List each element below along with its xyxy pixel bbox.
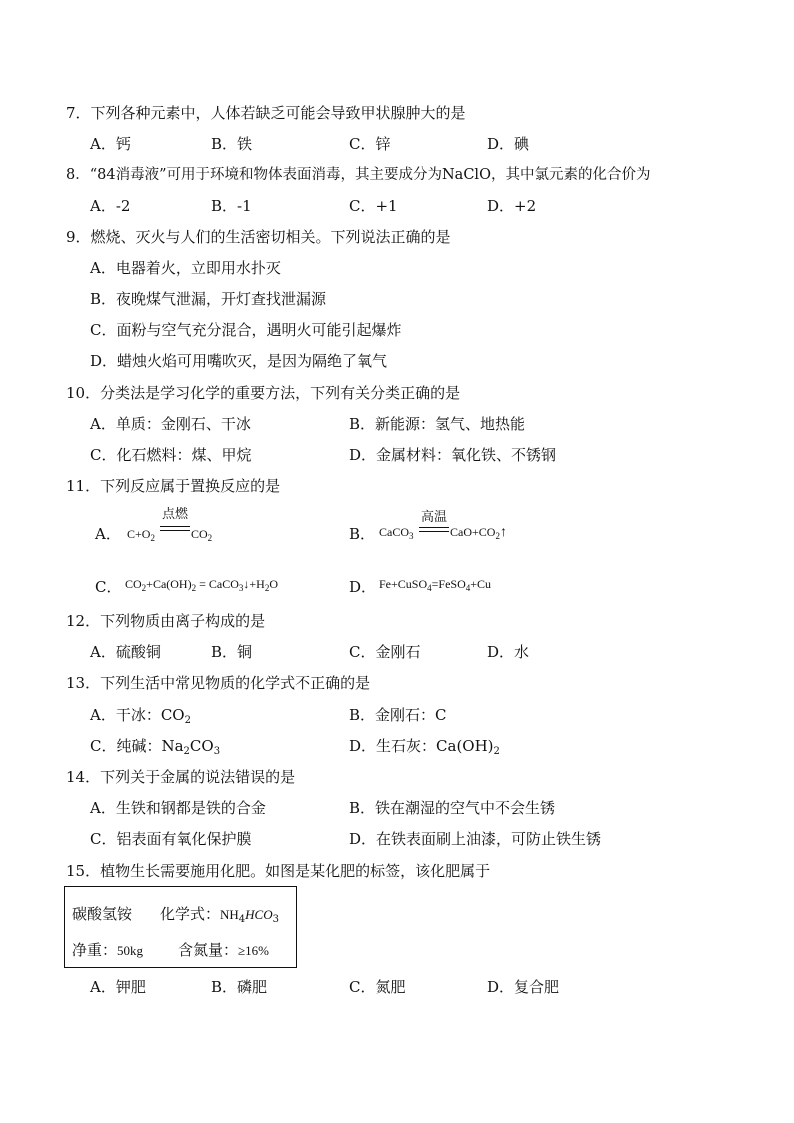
question-12-stem: 12．下列物质由离子构成的是 <box>66 612 266 630</box>
question-11-option-c-equation: $CO_2+Ca(OH)_2$ = $CaCO_3↓+H_2O$ <box>125 577 278 593</box>
question-9-option-b: B．夜晚煤气泄漏，开灯查找泄漏源 <box>90 290 327 308</box>
question-12-option-d: D．水 <box>487 643 530 661</box>
question-15-option-b: B．磷肥 <box>211 978 268 996</box>
question-9-option-d: D．蜡烛火焰可用嘴吹灭，是因为隔绝了氧气 <box>90 352 388 370</box>
question-9-option-a: A．电器着火，立即用水扑灭 <box>90 259 281 277</box>
question-15-option-c: C．氮肥 <box>349 978 406 996</box>
question-12-option-b: B．铜 <box>211 643 253 661</box>
question-11-option-d-equation: Fe+CuSO$_4$=FeSO$_4$+Cu <box>379 577 492 593</box>
question-8-option-c: C．+1 <box>349 197 398 215</box>
question-8-stem: 8．“84消毒液”可用于环境和物体表面消毒，其主要成分为NaClO，其中氯元素的化合价为 <box>66 167 651 183</box>
question-11-option-b-equals <box>419 527 449 532</box>
question-10-stem: 10．分类法是学习化学的重要方法，下列有关分类正确的是 <box>66 384 461 402</box>
fertilizer-label-box <box>64 886 297 968</box>
question-11-option-d-label: D． <box>349 578 377 596</box>
question-9-stem: 9．燃烧、灭火与人们的生活密切相关。下列说法正确的是 <box>66 228 451 246</box>
question-8-option-b: B．-1 <box>211 197 252 215</box>
fertilizer-formula: 化学式：$NH_4HCO_3$ <box>160 905 279 925</box>
question-13-option-a: A．干冰：$CO_2$ <box>90 706 191 726</box>
question-10-option-d: D．金属材料：氧化铁、不锈钢 <box>349 446 557 464</box>
question-11-option-a-equals <box>160 526 190 531</box>
question-14-stem: 14．下列关于金属的说法错误的是 <box>66 768 296 786</box>
question-14-option-c: C．铝表面有氧化保护膜 <box>90 830 252 848</box>
question-10-option-b: B．新能源：氢气、地热能 <box>349 415 526 433</box>
question-7-option-a: A．钙 <box>90 135 131 153</box>
question-14-option-a: A．生铁和钢都是铁的合金 <box>90 799 266 817</box>
question-13-option-b: B．金刚石：C <box>349 706 447 724</box>
question-13-option-d: D．生石灰：$Ca(OH)_2$ <box>349 737 500 757</box>
question-7-option-c: C．锌 <box>349 135 391 153</box>
question-9-option-c: C．面粉与空气充分混合，遇明火可能引起爆炸 <box>90 321 402 339</box>
question-11-option-b-products: $CaO+CO_2↑$ <box>450 525 507 541</box>
question-8-option-d: D．+2 <box>487 197 537 215</box>
question-15-option-d: D．复合肥 <box>487 978 560 996</box>
question-14-option-b: B．铁在潮湿的空气中不会生锈 <box>349 799 556 817</box>
question-11-option-a-reactants: $C+O_2$ <box>127 527 155 543</box>
question-12-option-a: A．硫酸铜 <box>90 643 161 661</box>
fertilizer-name: 碳酸氢铵 <box>72 905 133 923</box>
fertilizer-nitrogen: 含氮量：≥16% <box>178 941 269 959</box>
question-7-stem: 7．下列各种元素中，人体若缺乏可能会导致甲状腺肿大的是 <box>66 104 466 122</box>
question-10-option-c: C．化石燃料：煤、甲烷 <box>90 446 252 464</box>
question-11-option-c-label: C． <box>95 578 122 596</box>
question-11-option-a-condition: 点燃 <box>162 507 189 522</box>
question-14-option-d: D．在铁表面刷上油漆，可防止铁生锈 <box>349 830 602 848</box>
question-15-option-a: A．钾肥 <box>90 978 146 996</box>
question-7-option-d: D．碘 <box>487 135 530 153</box>
question-15-stem: 15．植物生长需要施用化肥。如图是某化肥的标签，该化肥属于 <box>66 862 491 880</box>
question-11-option-b-label: B． <box>349 525 376 543</box>
question-8-option-a: A．-2 <box>90 197 131 215</box>
question-13-option-c: C．纯碱：$Na_2CO_3$ <box>90 737 221 757</box>
question-11-option-a-products: $CO_2$ <box>191 527 213 543</box>
question-10-option-a: A．单质：金刚石、干冰 <box>90 415 251 433</box>
question-11-option-b-reactants: CaCO$_3$ <box>379 525 414 541</box>
question-11-option-a-label: A． <box>95 525 121 543</box>
fertilizer-weight: 净重：50kg <box>72 941 144 959</box>
question-13-stem: 13．下列生活中常见物质的化学式不正确的是 <box>66 674 371 692</box>
gas-arrow-icon: ↑ <box>499 525 507 540</box>
question-12-option-c: C．金刚石 <box>349 643 421 661</box>
question-11-option-b-condition: 高温 <box>421 510 448 525</box>
question-7-option-b: B．铁 <box>211 135 253 153</box>
question-11-stem: 11．下列反应属于置换反应的是 <box>66 477 281 495</box>
